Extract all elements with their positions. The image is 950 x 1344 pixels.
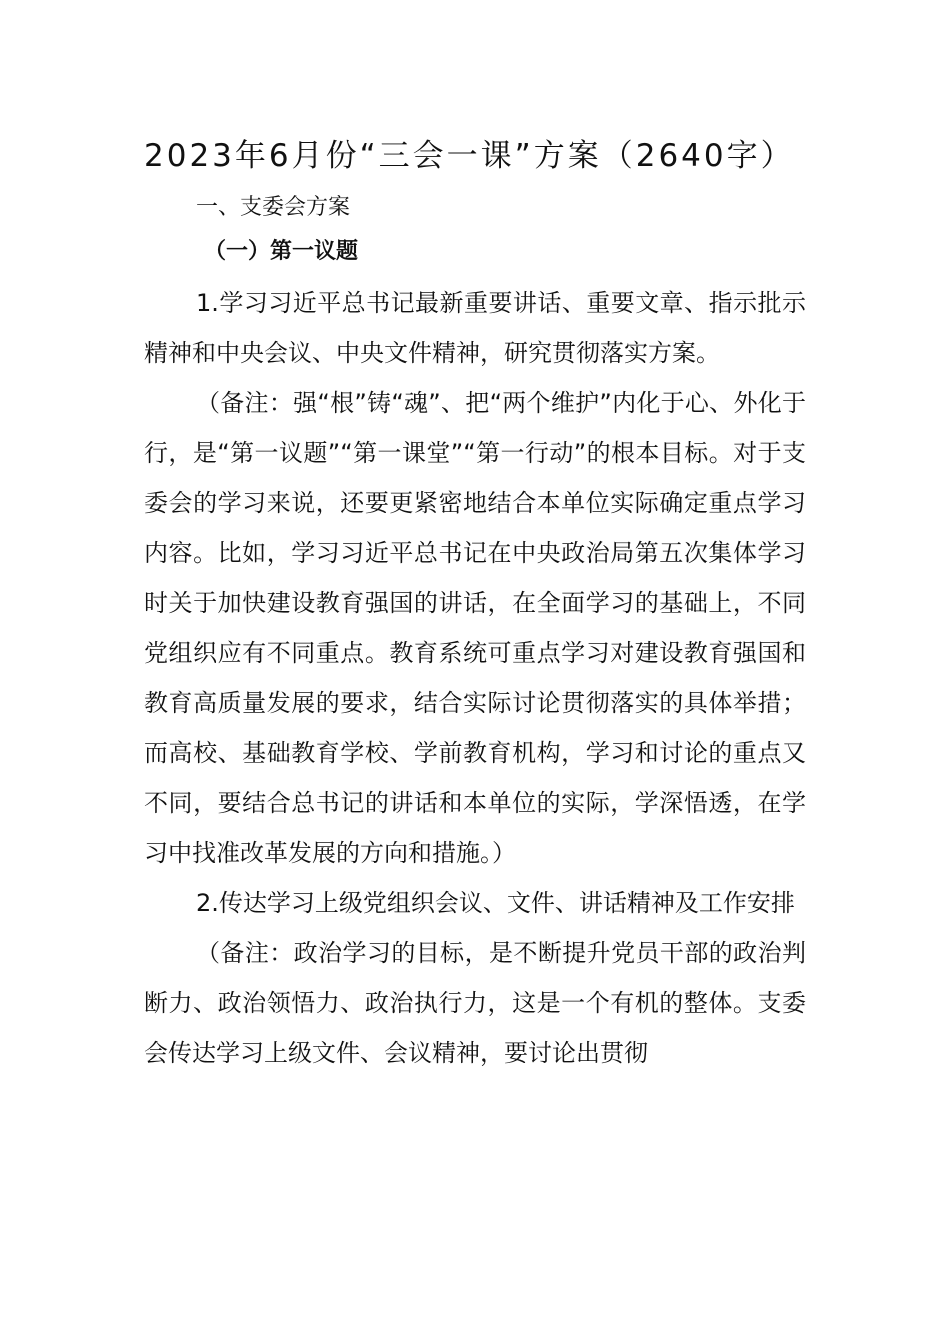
paragraph-item-2: 2.传达学习上级党组织会议、文件、讲话精神及工作安排 bbox=[196, 889, 795, 917]
paragraph-note-2: （备注：政治学习的目标，是不断提升党员干部的政治判断力、政治领悟力、政治执行力，这是一个有机的整体。支委会传达学习上级文件、会议精神，要讨论出贯彻 bbox=[144, 939, 806, 1067]
subsection-heading: （一）第一议题 bbox=[204, 239, 359, 264]
document-title: 2023年6月份“三会一课”方案（2640字） bbox=[144, 138, 795, 174]
document-page bbox=[144, 124, 806, 1078]
paragraph-note-1: （备注：强“根”铸“魂”、把“两个维护”内化于心、外化于行，是“第一议题”“第一课堂”“第一行动”的根本目标。对于支委会的学习来说，还要更紧密地结合本单位实际确定重点学习内容。比如，学习习近平总书记在中央政治局第五次集体学习时关于加快建设教育强国的讲话，在全面学习的基础上，不同党组织应有不同重点。教育系统可重点学习对建设教育强国和教育高质量发展的要求，结合实际讨论贯彻落实的具体举措；而高校、基础教育学校、学前教育机构，学习和讨论的重点又不同，要结合总书记的讲话和本单位的实际，学深悟透，在学习中找准改革发展的方向和措施。） bbox=[144, 389, 806, 867]
section-heading: 一、支委会方案 bbox=[196, 195, 351, 220]
paragraph-item-1: 1.学习习近平总书记最新重要讲话、重要文章、指示批示精神和中央会议、中央文件精神，研究贯彻落实方案。 bbox=[144, 289, 806, 367]
